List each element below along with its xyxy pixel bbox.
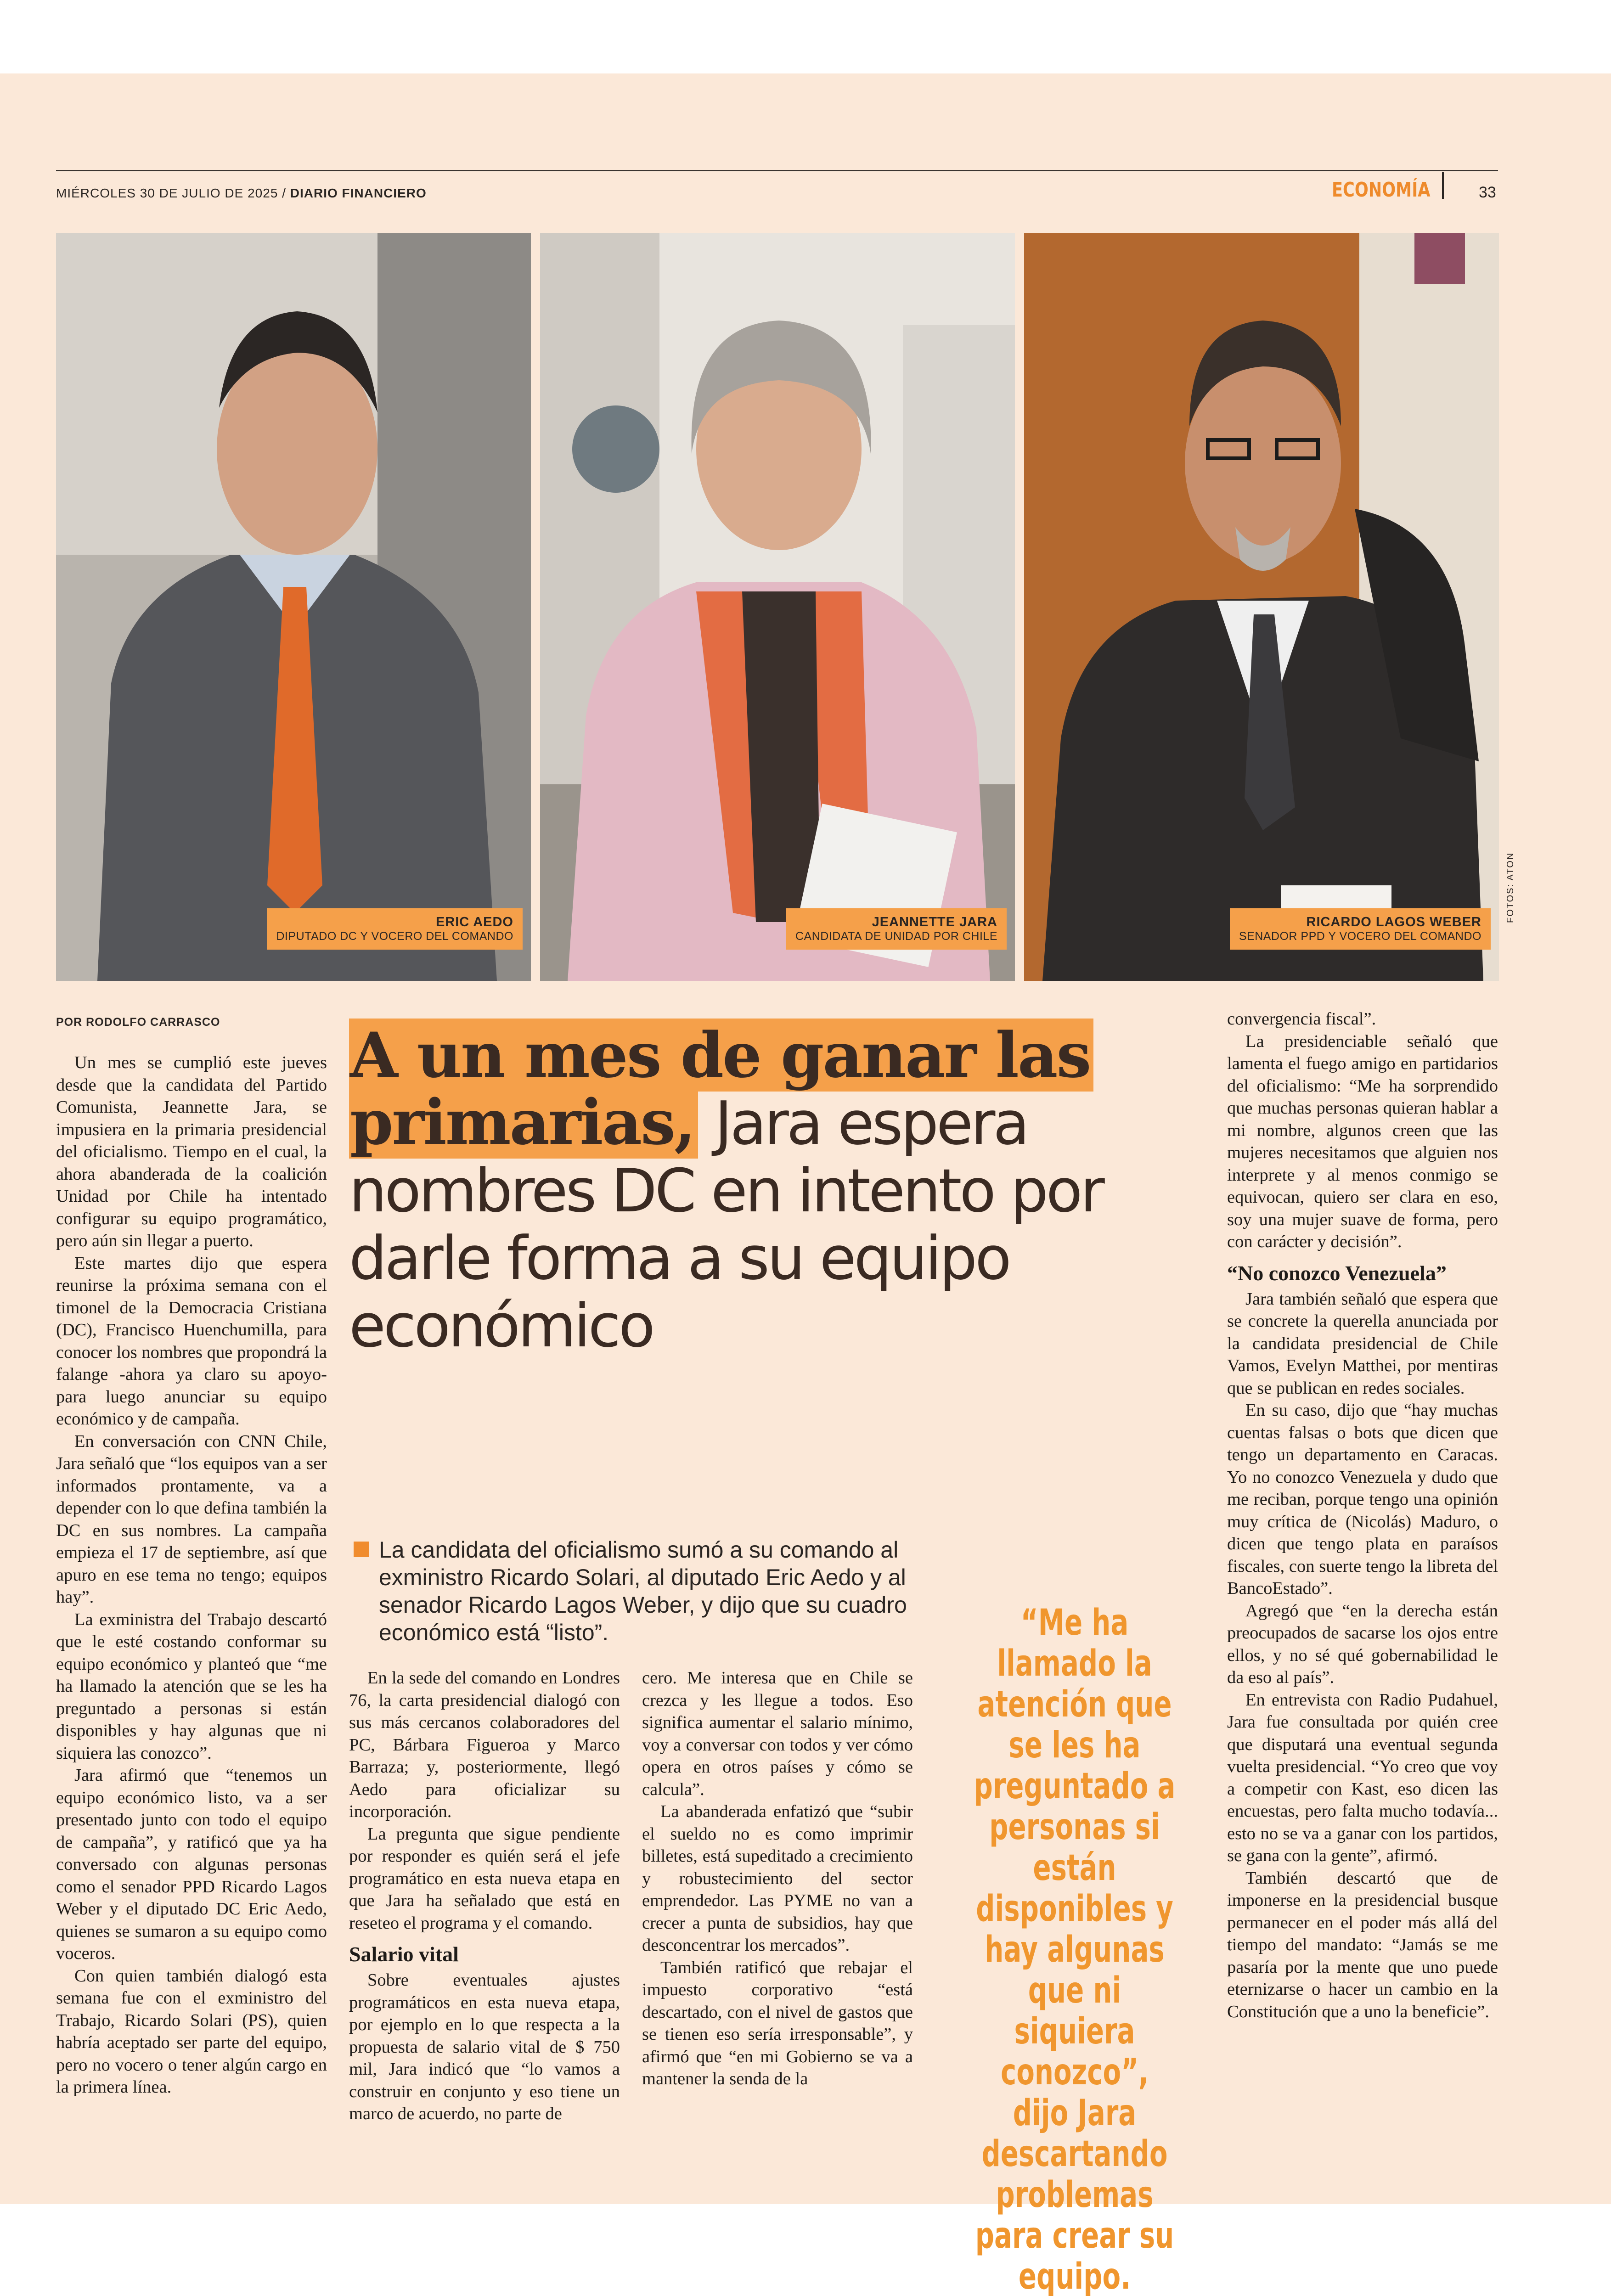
page-number: 33 [1479, 184, 1496, 201]
header-separator: / [278, 186, 290, 200]
photo-eric-aedo [56, 233, 531, 981]
subhead-salario-vital: Salario vital [349, 1942, 459, 1966]
paragraph: Jara afirmó que “tenemos un equipo económico listo, va a ser presentado junto con todo el equipo de campaña”, y ratificó que ya ha conversado con algunas personas como el senador PPD Ricardo Lagos Weber y el diputado DC Eric Aedo, quienes se sumaron a su equipo como voceros. [56, 1766, 327, 1963]
paragraph: En conversación con CNN Chile, Jara señaló que “los equipos van a ser informados prontamente, va a depender con lo que defina también la DC en sus nombres. La campaña empieza el 17 de septiembre, así que apuro en ese tema no tengo; equipos hay”. [56, 1431, 327, 1607]
paragraph: Con quien también dialogó esta semana fue con el exministro del Trabajo, Ricardo Solari (PS), quien habría aceptado ser parte del equipo, pero no vocero o tener algún cargo en la primera línea. [56, 1966, 327, 2097]
paragraph: La presidenciable señaló que lamenta el fuego amigo en partidarios del oficialismo: “Me ha sorprendido que muchas personas quieran hablar a mi nombre, algunos creen que las mujeres necesitamos que alguien nos interprete y al menos conmigo se equivocan, quiero ser clara en eso, soy una mujer suave de forma, pero con carácter y decisión”. [1227, 1031, 1498, 1251]
paragraph: La exministra del Trabajo descartó que le esté costando conformar su equipo económico y planteó que “me ha llamado la atención que se les ha preguntado a personas si están disponibles y hay algunas que ni siquiera las conozco”. [56, 1609, 327, 1763]
caption-jeannette-jara [786, 908, 1007, 950]
paragraph: Sobre eventuales ajustes programáticos en esta nueva etapa, por ejemplo en lo que respecta a la propuesta de salario vital de $ 750 mil, Jara indicó que “lo vamos a construir en conjunto y eso tiene un marco de acuerdo, no parte de [349, 1970, 620, 2123]
paragraph: En la sede del comando en Londres 76, la carta presidencial dialogó con sus más cercanos colaboradores del PC, Bárbara Figueroa y Marco Barraza; y, posteriormente, llegó Aedo para oficializar su incorporación. [349, 1668, 620, 1821]
paragraph: Agregó que “en la derecha están preocupados de sacarse los ojos entre ellos, y no sé qué gobernabilidad le da eso al país”. [1227, 1601, 1498, 1687]
header-rule [56, 170, 1498, 171]
paragraph: La abanderada enfatizó que “subir el sueldo no es como imprimir billetes, está supeditado a crecimiento y robustecimiento del sector emprendedor. Las PYME no van a crecer a punta de subsidios, hay que desconcentrar los mercados”. [642, 1802, 913, 1955]
caption-role: SENADOR PPD Y VOCERO DEL COMANDO [1239, 930, 1481, 943]
subhead-no-conozco-venezuela: “No conozco Venezuela” [1227, 1261, 1447, 1285]
headline-highlight: A un mes de ganar las primarias, [349, 1019, 1093, 1159]
photo-ricardo-lagos-weber-image [1024, 233, 1499, 981]
paragraph: convergencia fiscal”. [1227, 1009, 1376, 1029]
photo-credit: FOTOS: ATON [1505, 852, 1515, 923]
body-column-1 [56, 1052, 327, 2099]
caption-name: JEANNETTE JARA [872, 915, 997, 929]
paragraph: La pregunta que sigue pendiente por responder es quién será el jefe programático en esta nueva etapa en que Jara ha señalado que está en reseteo el programa y el comando. [349, 1824, 620, 1933]
deck-text: La candidata del oficialismo sumó a su comando al exministro Ricardo Solari, al diputado Eric Aedo y al senador Ricardo Lagos Weber, y dijo que su cuadro económico está “listo”. [379, 1537, 907, 1645]
body-column-2 [349, 1667, 620, 2125]
caption-role: DIPUTADO DC Y VOCERO DEL COMANDO [276, 930, 513, 943]
header-paper-name: DIARIO FINANCIERO [290, 186, 427, 200]
caption-eric-aedo [267, 908, 523, 950]
paragraph: También ratificó que rebajar el impuesto corporativo “está descartado, con el nivel de gastos que se tienen eso sería irresponsable”, y afirmó que “en mi Gobierno se va a mantener la senda de la [642, 1958, 913, 2088]
body-column-4 [1227, 1008, 1498, 2023]
photo-ricardo-lagos-weber [1024, 233, 1499, 981]
caption-name: ERIC AEDO [435, 915, 513, 929]
header-dateline [56, 186, 427, 201]
paragraph: Este martes dijo que espera reunirse la próxima semana con el timonel de la Democracia Cristiana (DC), Francisco Huenchumilla, para conocer los nombres que propondrá la falange -ahora ya claro su apoyo- para luego anunciar su equipo económico y de campaña. [56, 1253, 327, 1429]
byline: POR RODOLFO CARRASCO [56, 1016, 220, 1029]
header-date: MIÉRCOLES 30 DE JULIO DE 2025 [56, 186, 278, 200]
paragraph: En su caso, dijo que “hay muchas cuentas falsas o bots que dicen que tengo un departamento en Caracas. Yo no conozco Venezuela y dudo que me reciban, porque tengo una opinión muy crítica de (Nicolás) Maduro, o dicen que tengo plata en paraísos fiscales, con suerte tengo la libreta del BancoEstado”. [1227, 1401, 1498, 1598]
paragraph: cero. Me interesa que en Chile se crezca y les llegue a todos. Eso significa aumentar el salario mínimo, voy a conversar con todos y ver cómo opera en otros países y cómo se calcula”. [642, 1668, 913, 1799]
paragraph: Jara también señaló que espera que se concrete la querella anunciada por la candidata presidencial de Chile Vamos, Evelyn Matthei, por mentiras que se publican en redes sociales. [1227, 1289, 1498, 1398]
paragraph: Un mes se cumplió este jueves desde que la candidata del Partido Comunista, Jeannette Jara, se impusiera en la primaria presidencial del oficialismo. Tiempo en el cual, la ahora abanderada de la coalición Unidad por Chile ha intentado configurar su equipo programático, pero aún sin llegar a puerto. [56, 1053, 327, 1250]
deck [354, 1536, 953, 1646]
headline [349, 1019, 1189, 1361]
body-column-3 [642, 1667, 913, 2090]
caption-ricardo-lagos-weber [1230, 908, 1491, 950]
photo-jeannette-jara-image [540, 233, 1015, 981]
caption-name: RICARDO LAGOS WEBER [1306, 915, 1481, 929]
caption-role: CANDIDATA DE UNIDAD POR CHILE [795, 930, 997, 943]
header-divider [1442, 172, 1444, 199]
headline-rest: Jara espera nombres DC en intento por darle forma a su equipo económico [349, 1088, 1103, 1361]
photo-jeannette-jara [540, 233, 1015, 981]
section-name: ECONOMÍA [1332, 178, 1431, 202]
deck-bullet-icon [354, 1542, 369, 1557]
pull-quote: “Me ha llamado la atención que se les ha preguntado a personas si están disponibles y hay algunas que ni siquiera conozco”, dijo Jara descartando problemas para crear su equipo. [974, 1602, 1176, 2296]
photo-eric-aedo-image [56, 233, 531, 981]
paragraph: También descartó que de imponerse en la presidencial busque permanecer en el poder más allá del tiempo del mandato: “Jamás se me pasaría por la mente que uno puede eternizarse o hacer un cambio en la Constitución que a uno la beneficie”. [1227, 1868, 1498, 2021]
paragraph: En entrevista con Radio Pudahuel, Jara fue consultada por quién cree que disputará una eventual segunda vuelta presidencial. “Yo creo que voy a competir con Kast, eso dicen las encuestas, pero falta mucho todavía... esto no se va a ganar con los partidos, se gana con la gente”, afirmó. [1227, 1690, 1498, 1865]
